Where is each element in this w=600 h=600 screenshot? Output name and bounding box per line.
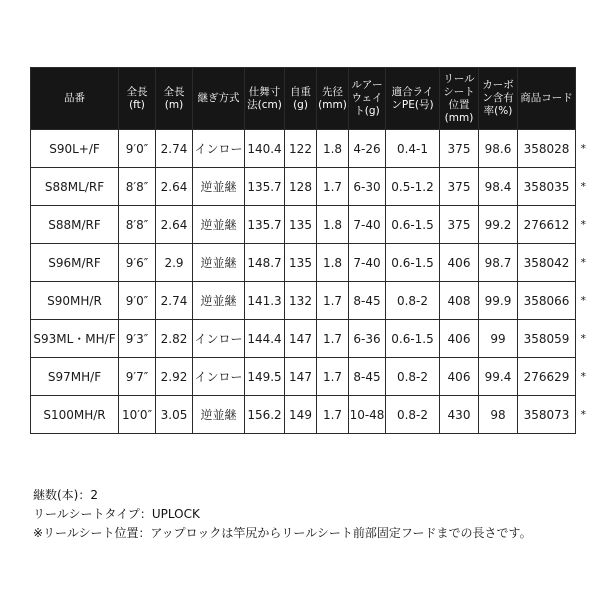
asterisk-marker: *	[576, 396, 591, 434]
model-number-cell: S88ML/RF	[31, 168, 119, 206]
table-cell: 1.7	[317, 168, 349, 206]
column-header-line: 商品コード	[520, 92, 573, 104]
table-cell: 122	[285, 130, 317, 168]
table-cell: 0.6-1.5	[386, 320, 440, 358]
table-cell: 430	[440, 396, 479, 434]
column-header-line: ト(g)	[354, 105, 380, 117]
table-cell: 149.5	[245, 358, 285, 396]
table-cell: 2.9	[156, 244, 193, 282]
asterisk-marker: *	[576, 206, 591, 244]
table-cell: 0.4-1	[386, 130, 440, 168]
asterisk-marker: *	[576, 244, 591, 282]
asterisk-marker: *	[576, 358, 591, 396]
table-cell: 132	[285, 282, 317, 320]
table-cell: 2.64	[156, 206, 193, 244]
column-header-line: ンPE(号)	[391, 98, 434, 111]
spec-table-header	[31, 68, 591, 130]
table-row	[31, 206, 591, 244]
table-cell: 99.4	[479, 358, 518, 396]
table-cell: 375	[440, 168, 479, 206]
table-cell: 1.7	[317, 282, 349, 320]
table-cell: 149	[285, 396, 317, 434]
table-cell: 375	[440, 206, 479, 244]
table-cell: 1.7	[317, 358, 349, 396]
column-header-line: 率(%)	[483, 105, 513, 117]
table-cell: 9′7″	[119, 358, 156, 396]
marker-column-header	[576, 68, 591, 130]
table-cell: 9′6″	[119, 244, 156, 282]
table-cell: 98.6	[479, 130, 518, 168]
model-number-cell: S97MH/F	[31, 358, 119, 396]
table-cell: 0.5-1.2	[386, 168, 440, 206]
table-cell: 358042	[518, 244, 576, 282]
table-cell: 1.8	[317, 244, 349, 282]
column-header	[386, 68, 440, 130]
table-row	[31, 130, 591, 168]
table-cell: 逆並継	[193, 396, 245, 434]
table-cell: 9′0″	[119, 282, 156, 320]
column-header-line: ウェイ	[351, 92, 383, 104]
table-cell: 358035	[518, 168, 576, 206]
table-row	[31, 396, 591, 434]
table-cell: 135.7	[245, 168, 285, 206]
reel-seat-position-note: ※リールシート位置：アップロックは竿尻からリールシート前部固定フードまでの長さです。	[33, 526, 532, 540]
table-cell: 逆並継	[193, 282, 245, 320]
column-header	[193, 68, 245, 130]
table-cell: 0.6-1.5	[386, 244, 440, 282]
table-cell: 406	[440, 320, 479, 358]
table-cell: 逆並継	[193, 206, 245, 244]
model-number-cell: S93ML・MH/F	[31, 320, 119, 358]
column-header-line: ルアー	[351, 79, 383, 91]
column-header-line: 自重	[290, 85, 311, 98]
column-header-line: 品番	[64, 92, 85, 104]
column-header-line: 仕舞寸	[248, 85, 281, 98]
table-cell: 156.2	[245, 396, 285, 434]
model-number-cell: S88M/RF	[31, 206, 119, 244]
table-cell: 98.7	[479, 244, 518, 282]
column-header-line: 全長	[163, 85, 185, 98]
table-cell: 7-40	[349, 206, 386, 244]
table-cell: 135.7	[245, 206, 285, 244]
table-cell: 1.8	[317, 206, 349, 244]
reel-seat-type-note: リールシートタイプ：UPLOCK	[33, 507, 200, 521]
model-number-cell: S100MH/R	[31, 396, 119, 434]
table-cell: 10′0″	[119, 396, 156, 434]
table-cell: 148.7	[245, 244, 285, 282]
table-cell: 406	[440, 244, 479, 282]
column-header	[349, 68, 386, 130]
column-header-line: 先径	[322, 85, 343, 98]
table-cell: 128	[285, 168, 317, 206]
table-cell: インロー	[193, 320, 245, 358]
column-header	[518, 68, 576, 130]
model-number-cell: S90MH/R	[31, 282, 119, 320]
table-row	[31, 244, 591, 282]
header-row	[31, 68, 591, 130]
asterisk-marker: *	[576, 168, 591, 206]
column-header-line: リール	[443, 72, 475, 85]
table-cell: 358066	[518, 282, 576, 320]
table-cell: 1.8	[317, 130, 349, 168]
table-cell: 逆並継	[193, 244, 245, 282]
column-header	[119, 68, 156, 130]
column-header-line: 位置	[448, 98, 470, 111]
spec-table-body	[31, 130, 591, 434]
table-cell: 6-30	[349, 168, 386, 206]
table-row	[31, 282, 591, 320]
table-cell: 98.4	[479, 168, 518, 206]
column-header-line: (ft)	[129, 98, 145, 111]
table-cell: 98	[479, 396, 518, 434]
asterisk-marker: *	[576, 320, 591, 358]
table-cell: 2.74	[156, 282, 193, 320]
table-row	[31, 168, 591, 206]
table-cell: 2.82	[156, 320, 193, 358]
column-header-line: (g)	[293, 98, 308, 111]
table-cell: インロー	[193, 130, 245, 168]
asterisk-marker: *	[576, 282, 591, 320]
table-cell: 0.6-1.5	[386, 206, 440, 244]
column-header-line: シート	[443, 85, 475, 98]
table-cell: 276612	[518, 206, 576, 244]
table-cell: 99.9	[479, 282, 518, 320]
table-cell: 0.8-2	[386, 396, 440, 434]
asterisk-marker: *	[576, 130, 591, 168]
column-header	[285, 68, 317, 130]
table-cell: 2.92	[156, 358, 193, 396]
table-cell: 8′8″	[119, 168, 156, 206]
column-header-line: 継ぎ方式	[197, 92, 240, 104]
table-row	[31, 358, 591, 396]
column-header-line: (mm)	[444, 111, 474, 124]
table-cell: 276629	[518, 358, 576, 396]
table-cell: 7-40	[349, 244, 386, 282]
column-header	[31, 68, 119, 130]
pieces-note: 継数(本)：2	[33, 488, 98, 502]
table-cell: 144.4	[245, 320, 285, 358]
table-cell: 99.2	[479, 206, 518, 244]
column-header	[156, 68, 193, 130]
table-cell: 0.8-2	[386, 282, 440, 320]
table-cell: 2.74	[156, 130, 193, 168]
column-header-line: 法(cm)	[247, 98, 282, 111]
table-cell: 1.7	[317, 396, 349, 434]
table-cell: 4-26	[349, 130, 386, 168]
column-header-line: (m)	[164, 98, 184, 111]
column-header-line: カーボ	[482, 79, 514, 91]
column-header-line: ン含有	[482, 92, 514, 104]
table-cell: 8-45	[349, 358, 386, 396]
table-cell: インロー	[193, 358, 245, 396]
model-number-cell: S90L+/F	[31, 130, 119, 168]
column-header	[245, 68, 285, 130]
table-cell: 8′8″	[119, 206, 156, 244]
model-number-cell: S96M/RF	[31, 244, 119, 282]
table-cell: 358073	[518, 396, 576, 434]
table-cell: 135	[285, 206, 317, 244]
table-cell: 9′3″	[119, 320, 156, 358]
table-cell: 147	[285, 358, 317, 396]
table-cell: 408	[440, 282, 479, 320]
table-cell: 375	[440, 130, 479, 168]
column-header-line: (mm)	[318, 98, 347, 111]
column-header	[479, 68, 518, 130]
table-cell: 6-36	[349, 320, 386, 358]
table-cell: 358028	[518, 130, 576, 168]
column-header	[317, 68, 349, 130]
table-cell: 8-45	[349, 282, 386, 320]
table-cell: 0.8-2	[386, 358, 440, 396]
table-cell: 358059	[518, 320, 576, 358]
table-cell: 1.7	[317, 320, 349, 358]
table-cell: 406	[440, 358, 479, 396]
column-header-line: 適合ライ	[391, 85, 434, 98]
column-header-line: 全長	[126, 85, 148, 98]
table-cell: 147	[285, 320, 317, 358]
table-cell: 140.4	[245, 130, 285, 168]
table-cell: 2.64	[156, 168, 193, 206]
table-cell: 逆並継	[193, 168, 245, 206]
table-cell: 135	[285, 244, 317, 282]
table-cell: 10-48	[349, 396, 386, 434]
table-row	[31, 320, 591, 358]
spec-notes	[33, 486, 532, 543]
table-cell: 9′0″	[119, 130, 156, 168]
column-header	[440, 68, 479, 130]
table-cell: 3.05	[156, 396, 193, 434]
spec-table	[30, 67, 591, 434]
table-cell: 99	[479, 320, 518, 358]
table-cell: 141.3	[245, 282, 285, 320]
